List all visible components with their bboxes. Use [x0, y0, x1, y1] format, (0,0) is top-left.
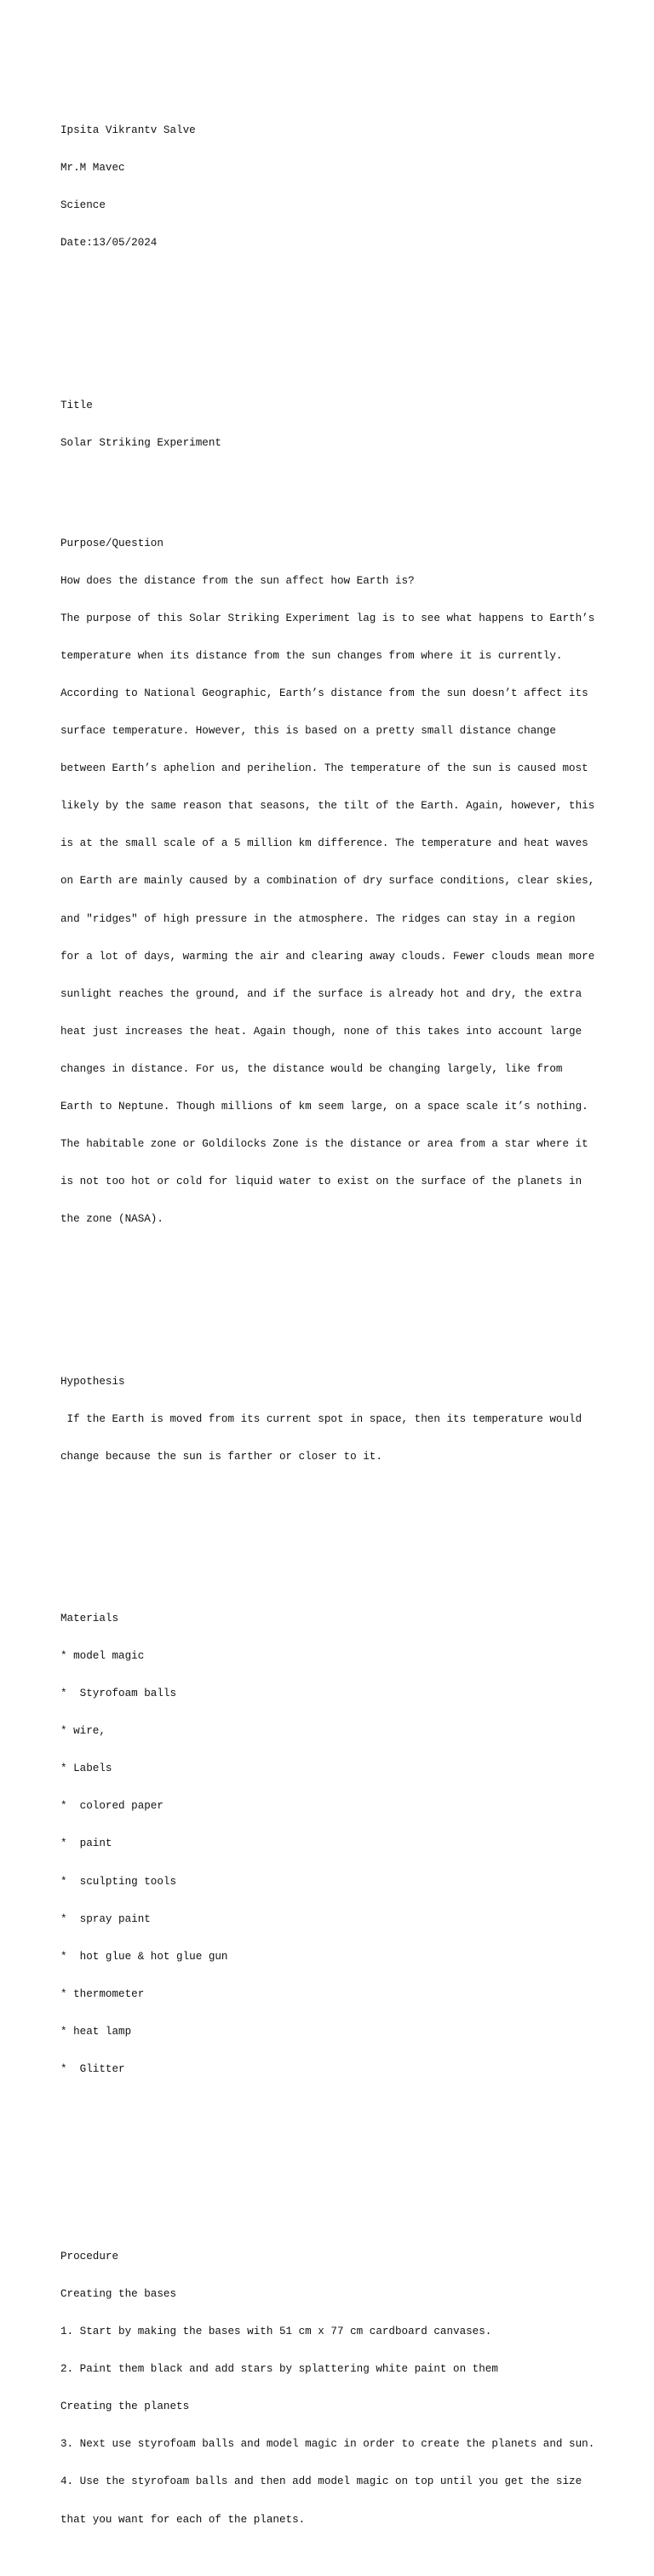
paragraph-line: likely by the same reason that seasons, the tilt of the Earth. Again, however, this [60, 800, 595, 813]
procedure-section [60, 2225, 605, 2550]
paragraph-line: surface temperature. However, this is based on a pretty small distance change [60, 725, 556, 738]
material-item: * thermometer [60, 1987, 145, 2000]
procedure-step: 4. Use the styrofoam balls and then add model magic on top until you get the size [60, 2475, 582, 2488]
subject-name: Science [60, 198, 106, 211]
material-item: * Styrofoam balls [60, 1688, 177, 1700]
hypothesis-line: change because the sun is farther or closer to it. [60, 1450, 382, 1463]
material-item: * Glitter [60, 2063, 125, 2076]
paragraph-line: and "ridges" of high pressure in the atmosphere. The ridges can stay in a region [60, 912, 576, 925]
purpose-heading: Purpose/Question [60, 537, 164, 549]
document-date: Date:13/05/2024 [60, 236, 158, 249]
material-item: * sculpting tools [60, 1875, 177, 1888]
procedure-step: 2. Paint them black and add stars by splattering white paint on them [60, 2363, 498, 2376]
purpose-section [60, 512, 605, 1251]
procedure-subheading: Creating the bases [60, 2287, 177, 2300]
procedure-step: that you want for each of the planets. [60, 2513, 306, 2526]
paragraph-line: sunlight reaches the ground, and if the surface is already hot and dry, the extra [60, 987, 582, 1000]
material-item: * paint [60, 1837, 112, 1850]
paragraph-line: for a lot of days, warming the air and clearing away clouds. Fewer clouds mean more [60, 950, 595, 963]
procedure-step: 3. Next use styrofoam balls and model magic in order to create the planets and sun. [60, 2438, 595, 2451]
spacer [60, 312, 605, 336]
materials-section [60, 1588, 605, 2102]
paragraph-line: Earth to Neptune. Though millions of km seem large, on a space scale it’s nothing. [60, 1101, 588, 1113]
procedure-subheading: Creating the planets [60, 2401, 190, 2413]
paragraph-line: temperature when its distance from the sun changes from where it is currently. [60, 649, 563, 662]
header-block [60, 99, 605, 274]
procedure-step: 1. Start by making the bases with 51 cm x 77 cm cardboard canvases. [60, 2326, 492, 2338]
material-item: * wire, [60, 1725, 106, 1738]
hypothesis-heading: Hypothesis [60, 1375, 125, 1388]
spacer [60, 1526, 605, 1550]
teacher-name: Mr.M Mavec [60, 161, 125, 174]
paragraph-line: is not too hot or cold for liquid water to exist on the surface of the planets in [60, 1176, 582, 1188]
material-item: * Labels [60, 1762, 112, 1775]
paragraph-line: on Earth are mainly caused by a combination of dry surface conditions, clear skies, [60, 875, 595, 888]
paragraph-line: The habitable zone or Goldilocks Zone is the distance or area from a star where it [60, 1138, 588, 1151]
paragraph-line: According to National Geographic, Earth’s distance from the sun doesn’t affect its [60, 687, 588, 699]
material-item: * spray paint [60, 1912, 151, 1925]
paragraph-line: The purpose of this Solar Striking Experiment lag is to see what happens to Earth’s [60, 612, 595, 624]
spacer [60, 1289, 605, 1314]
materials-heading: Materials [60, 1612, 119, 1624]
title-heading: Title [60, 399, 93, 411]
material-item: * model magic [60, 1650, 145, 1663]
paragraph-line: the zone (NASA). [60, 1213, 164, 1226]
procedure-heading: Procedure [60, 2250, 119, 2263]
paragraph-line: heat just increases the heat. Again though, none of this takes into account large [60, 1025, 582, 1038]
material-item: * colored paper [60, 1800, 164, 1813]
paragraph-line: between Earth’s aphelion and perihelion. The temperature of the sun is caused most [60, 762, 588, 775]
spacer [60, 2138, 605, 2188]
purpose-question: How does the distance from the sun affect how Earth is? [60, 574, 415, 587]
hypothesis-section [60, 1350, 605, 1488]
student-name: Ipsita Vikrantv Salve [60, 124, 196, 136]
material-item: * hot glue & hot glue gun [60, 1950, 228, 1963]
document-page [60, 61, 605, 2576]
paragraph-line: is at the small scale of a 5 million km difference. The temperature and heat waves [60, 837, 588, 850]
paragraph-line: changes in distance. For us, the distance would be changing largely, like from [60, 1062, 563, 1075]
title-section [60, 375, 605, 475]
experiment-title: Solar Striking Experiment [60, 437, 221, 449]
hypothesis-line: If the Earth is moved from its current spot in space, then its temperature would [60, 1412, 582, 1425]
material-item: * heat lamp [60, 2025, 132, 2038]
